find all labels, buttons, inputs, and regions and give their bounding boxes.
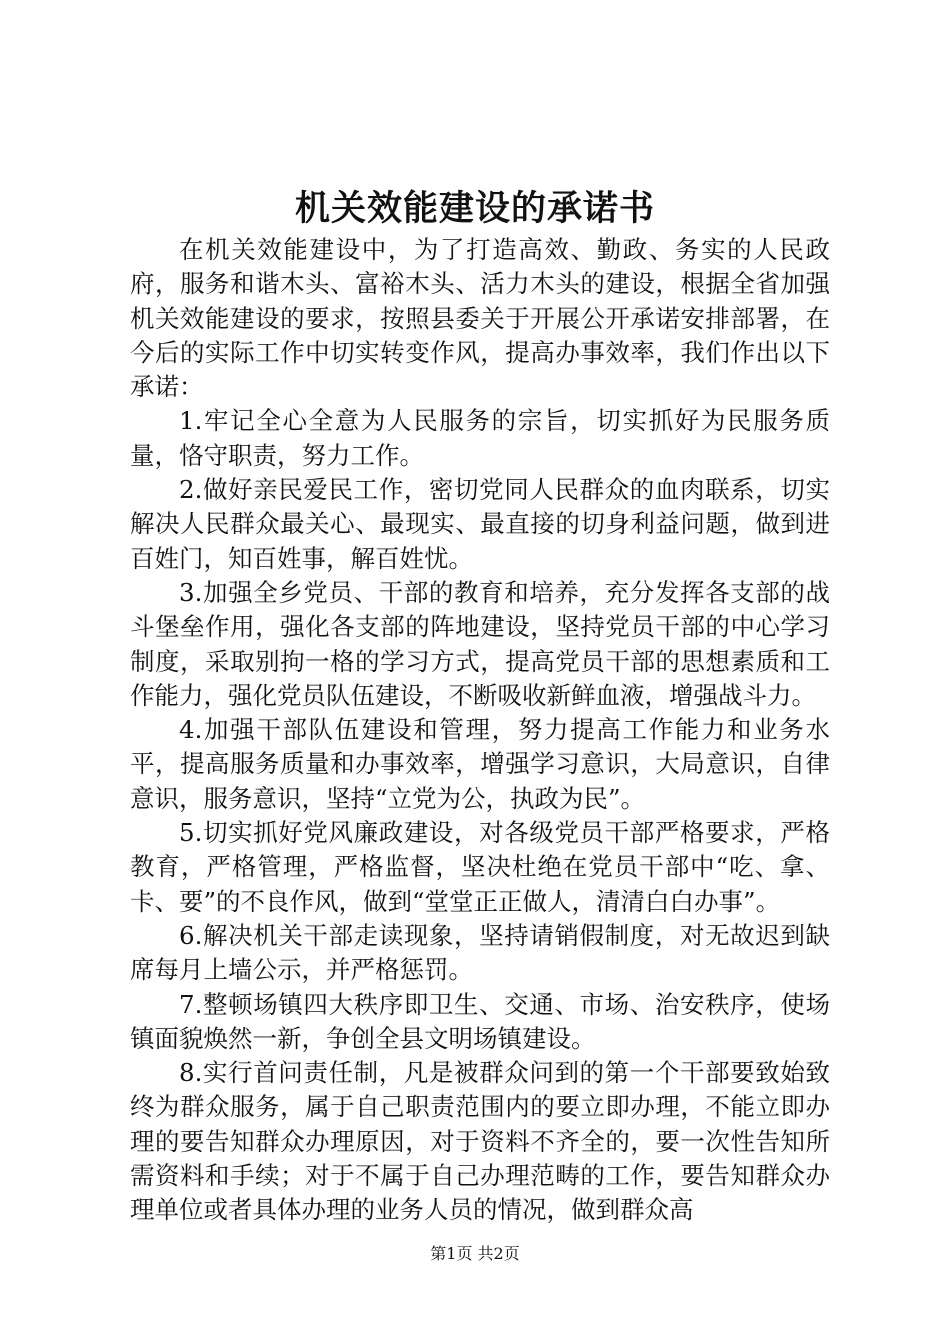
commitment-item-8: 8.实行首问责任制，凡是被群众问到的第一个干部要致始致终为群众服务，属于自己职责范围内的要立即办理，不能立即办理的要告知群众办理原因，对于资料不齐全的，要一次性告知所需资料和手续；对于不属于自己办理范畴的工作，要告知群众办理单位或者具体办理的业务人员的情况，做到群众高 — [130, 1058, 830, 1225]
commitment-item-6: 6.解决机关干部走读现象，坚持请销假制度，对无故迟到缺席每月上墙公示，并严格惩罚。 — [130, 920, 830, 985]
commitment-item-2: 2.做好亲民爱民工作，密切党同人民群众的血肉联系，切实解决人民群众最关心、最现实、最直接的切身利益问题，做到进百姓门，知百姓事，解百姓忧。 — [130, 475, 830, 573]
intro-paragraph: 在机关效能建设中，为了打造高效、勤政、务实的人民政府，服务和谐木头、富裕木头、活力木头的建设，根据全省加强机关效能建设的要求，按照县委关于开展公开承诺安排部署，在今后的实际工作中切实转变作风，提高办事效率，我们作出以下承诺： — [130, 235, 830, 402]
document-body — [130, 233, 830, 1228]
commitment-item-5: 5.切实抓好党风廉政建设，对各级党员干部严格要求，严格教育，严格管理，严格监督，坚决杜绝在党员干部中“吃、拿、卡、要”的不良作风，做到“堂堂正正做人，清清白白办事”。 — [130, 818, 830, 916]
commitment-item-1: 1.牢记全心全意为人民服务的宗旨，切实抓好为民服务质量，恪守职责，努力工作。 — [130, 406, 830, 470]
page-footer: 第1页 共2页 — [430, 1244, 520, 1263]
commitment-item-3: 3.加强全乡党员、干部的教育和培养，充分发挥各支部的战斗堡垒作用，强化各支部的阵地建设，坚持党员干部的中心学习制度，采取别拘一格的学习方式，提高党员干部的思想素质和工作能力，强化党员队伍建设，不断吸收新鲜血液，增强战斗力。 — [130, 577, 830, 710]
commitment-item-7: 7.整顿场镇四大秩序即卫生、交通、市场、治安秩序，使场镇面貌焕然一新，争创全县文明场镇建设。 — [130, 989, 830, 1053]
document-title: 机关效能建设的承诺书 — [294, 188, 655, 229]
commitment-item-4: 4.加强干部队伍建设和管理，努力提高工作能力和业务水平，提高服务质量和办事效率，增强学习意识，大局意识，自律意识，服务意识，坚持“立党为公，执政为民”。 — [130, 715, 830, 813]
